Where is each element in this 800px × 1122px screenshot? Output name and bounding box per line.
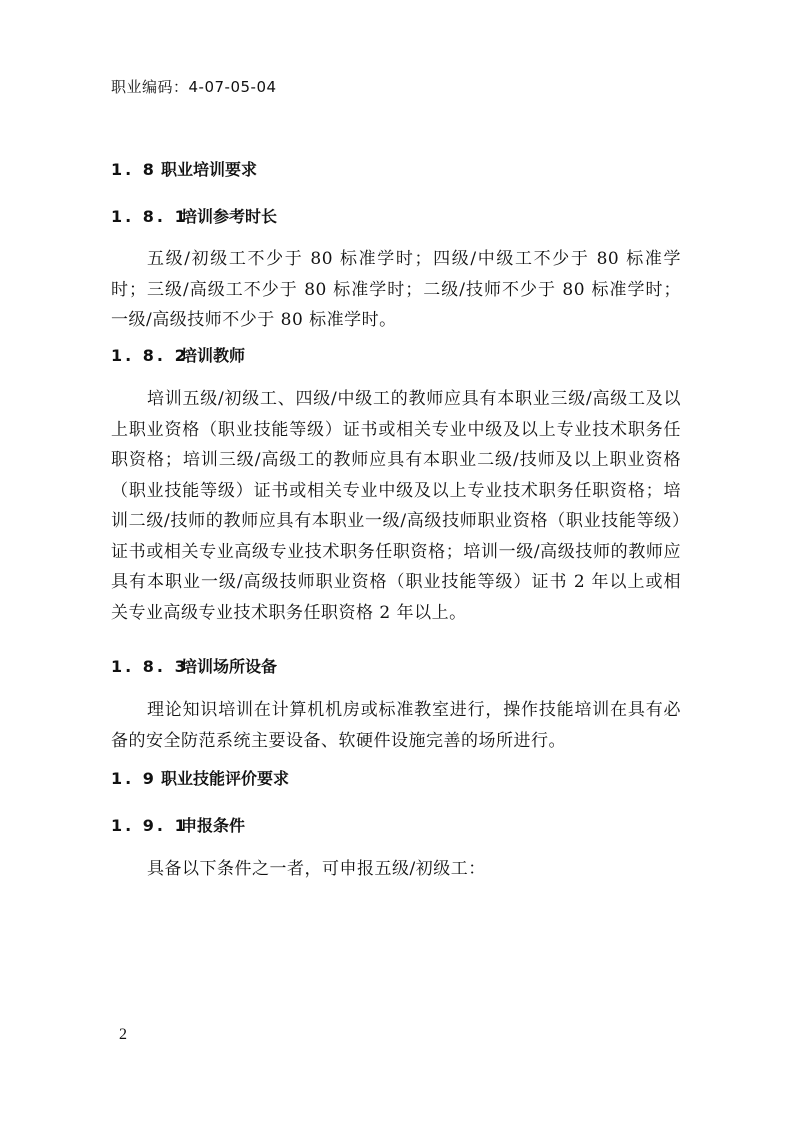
paragraph-training-teachers: 培训五级/初级工、四级/中级工的教师应具有本职业三级/高级工及以上职业资格（职业技能等级）证书或相关专业中级及以上专业技术职务任职资格；培训三级/高级工的教师应具有本职业二级/技师及以上职业资格（职业技能等级）证书或相关专业中级及以上专业技术职务任职资格；培训二级/技师的教师应具有本职业一级/高级技师职业资格（职业技能等级）证书或相关专业高级专业技术职务任职资格；培训一级/高级技师的教师应具有本职业一级/高级技师职业资格（职业技能等级）证书 2 年以上或相关专业高级专业技术职务任职资格 2 年以上。 [111, 389, 681, 623]
section-heading-1-8-3 [111, 656, 277, 678]
paragraph-application-conditions: 具备以下条件之一者，可申报五级/初级工： [147, 859, 486, 879]
section-number: 1. 9 [111, 769, 157, 788]
paragraph-training-venue: 理论知识培训在计算机机房或标准教室进行，操作技能培训在具有必备的安全防范系统主要设备、软硬件设施完善的场所进行。 [111, 700, 681, 751]
section-heading-1-9-1 [111, 815, 245, 837]
section-title: 培训场所设备 [181, 657, 278, 676]
section-number: 1. 8. 1 [111, 207, 189, 226]
paragraph-training-duration: 五级/初级工不少于 80 标准学时；四级/中级工不少于 80 标准学时；三级/高级工不少于 80 标准学时；二级/技师不少于 80 标准学时；一级/高级技师不少于 80 标准学时。 [111, 249, 681, 330]
section-number: 1. 9. 1 [111, 816, 189, 835]
section-title: 培训参考时长 [181, 207, 278, 226]
section-heading-1-8-1 [111, 206, 277, 228]
page-number: 2 [119, 1026, 127, 1043]
section-title: 职业培训要求 [161, 160, 258, 179]
occupation-code: 职业编码：4-07-05-04 [111, 78, 277, 96]
section-number: 1. 8. 3 [111, 657, 189, 676]
section-number: 1. 8. 2 [111, 346, 189, 365]
section-heading-1-8 [111, 159, 257, 181]
section-title: 职业技能评价要求 [161, 769, 290, 788]
section-title: 培训教师 [181, 346, 246, 365]
section-number: 1. 8 [111, 160, 157, 179]
section-title: 申报条件 [181, 816, 246, 835]
section-heading-1-8-2 [111, 345, 245, 367]
section-heading-1-9 [111, 768, 289, 790]
